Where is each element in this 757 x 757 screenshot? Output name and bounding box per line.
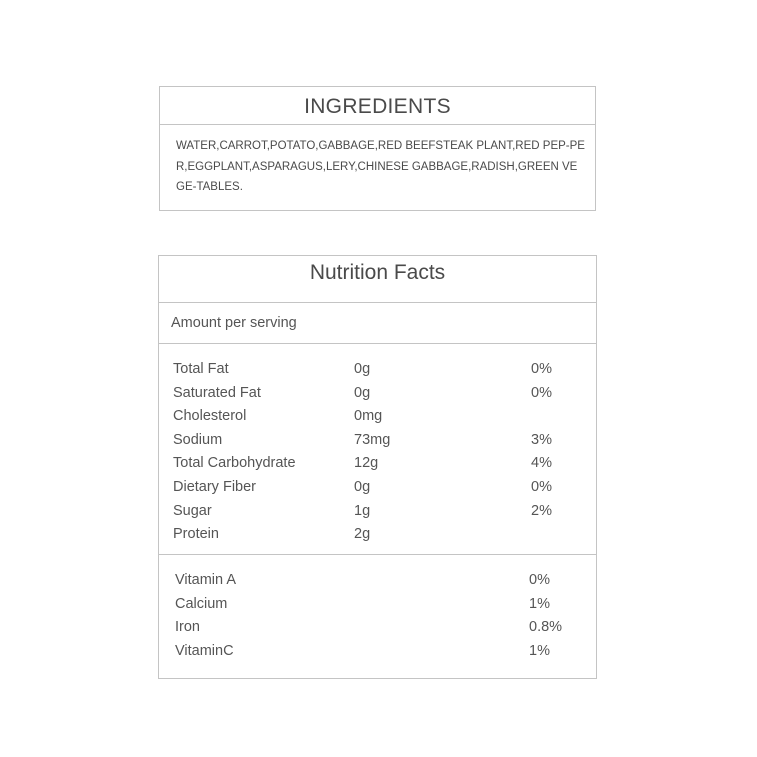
nutrition-facts-title: Nutrition Facts	[159, 256, 596, 303]
nutrient-percent: 3%	[531, 431, 552, 448]
nutrient-name: Total Fat	[173, 361, 229, 377]
vitamin-name: VitaminC	[175, 642, 234, 659]
nutrient-name: Protein	[173, 526, 219, 543]
vitamin-percent: 1%	[529, 595, 550, 612]
vitamin-name: Calcium	[175, 595, 228, 612]
nutrient-percent: 4%	[531, 455, 552, 472]
nutrient-amount: 2g	[354, 526, 371, 543]
nutrients-table	[159, 344, 596, 555]
nutrient-percent: 0%	[531, 478, 552, 495]
nutrient-row	[159, 500, 596, 524]
nutrient-percent: 0%	[531, 384, 552, 401]
vitamin-name: Vitamin A	[175, 572, 236, 588]
nutrient-row	[159, 476, 596, 500]
vitamin-percent: 1%	[529, 642, 550, 659]
nutrient-row	[159, 358, 596, 382]
ingredients-panel	[159, 86, 596, 211]
nutrient-amount: 1g	[354, 502, 371, 519]
nutrient-row	[159, 382, 596, 406]
nutrient-row	[159, 523, 596, 547]
nutrition-facts-panel	[158, 255, 597, 679]
vitamin-row	[159, 640, 596, 664]
vitamin-row	[159, 616, 596, 640]
ingredients-text: WATER,CARROT,POTATO,GABBAGE,RED BEEFSTEAK PLANT,RED PEP-PER,EGGPLANT,ASPARAGUS,LERY,CHINESE GABBAGE,RADISH,GREEN VEGE-TABLES.	[176, 140, 585, 193]
nutrient-amount: 73mg	[354, 431, 391, 448]
ingredients-title: INGREDIENTS	[160, 87, 595, 125]
vitamin-percent: 0%	[529, 572, 550, 588]
nutrient-percent: 2%	[531, 502, 552, 519]
nutrient-amount: 12g	[354, 455, 379, 472]
nutrient-name: Saturated Fat	[173, 384, 261, 401]
nutrient-row	[159, 429, 596, 453]
nutrient-row	[159, 405, 596, 429]
vitamin-row	[159, 569, 596, 593]
nutrient-name: Dietary Fiber	[173, 478, 256, 495]
nutrient-name: Sugar	[173, 502, 212, 519]
vitamin-row	[159, 593, 596, 617]
nutrient-name: Sodium	[173, 431, 223, 448]
vitamin-name: Iron	[175, 619, 200, 636]
nutrient-amount: 0g	[354, 384, 371, 401]
nutrient-amount: 0g	[354, 478, 371, 495]
amount-per-serving-label: Amount per serving	[159, 303, 596, 344]
nutrient-name: Cholesterol	[173, 408, 247, 425]
nutrient-amount: 0mg	[354, 408, 383, 425]
nutrient-name: Total Carbohydrate	[173, 455, 296, 472]
vitamin-percent: 0.8%	[529, 619, 563, 636]
nutrient-percent: 0%	[531, 361, 552, 377]
nutrient-amount: 0g	[354, 361, 371, 377]
vitamins-table	[159, 555, 596, 663]
nutrient-row	[159, 452, 596, 476]
